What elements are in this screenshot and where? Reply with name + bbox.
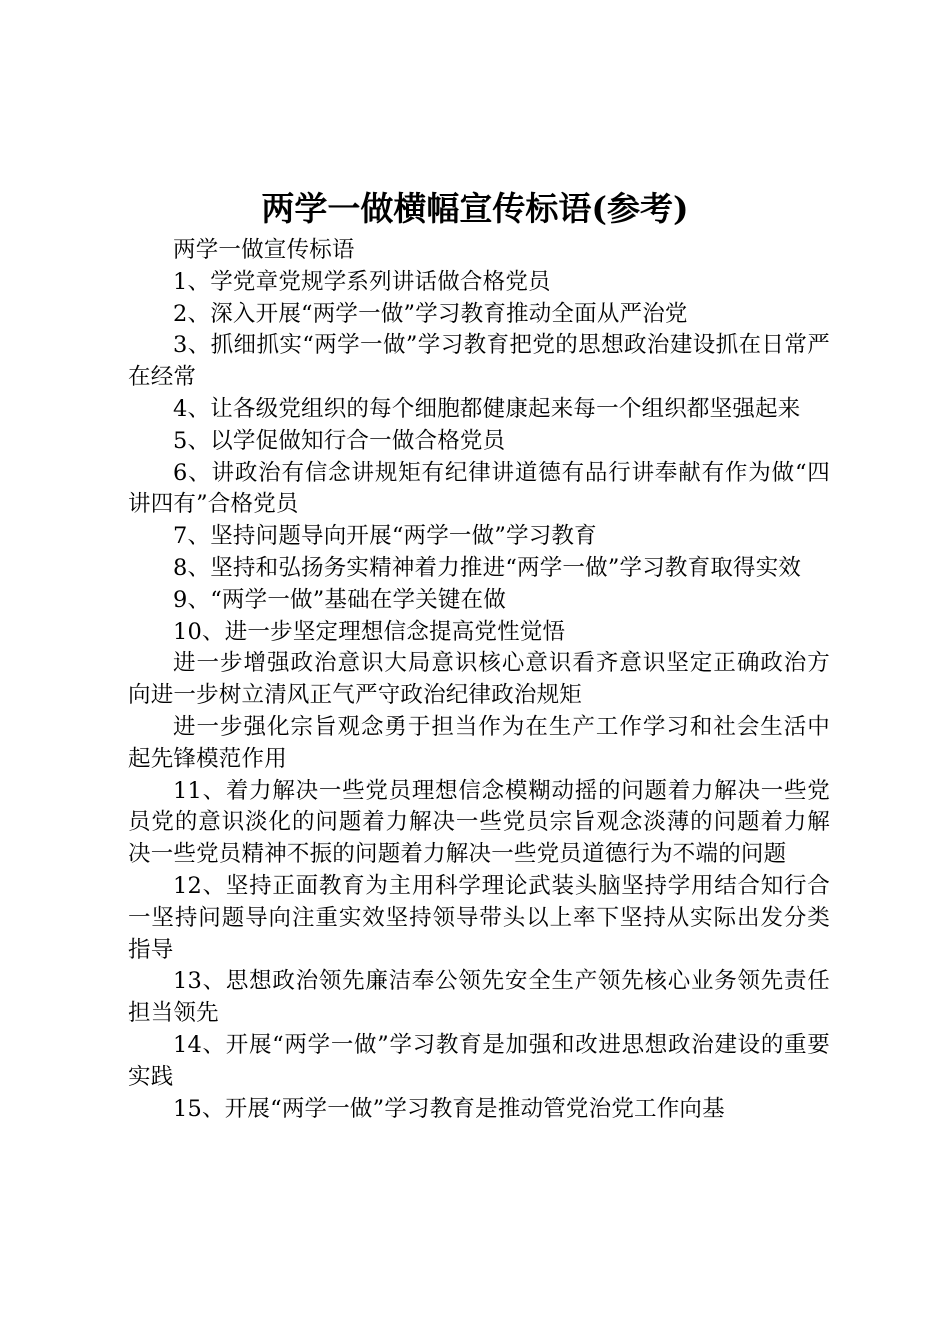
paragraph: 11、着力解决一些党员理想信念模糊动摇的问题着力解决一些党员党的意识淡化的问题着力解决一些党员宗旨观念淡薄的问题着力解决一些党员精神不振的问题着力解决一些党员道德行为不端的问题	[128, 777, 830, 868]
paragraph: 5、以学促做知行合一做合格党员	[173, 427, 506, 454]
paragraph: 进一步增强政治意识大局意识核心意识看齐意识坚定正确政治方向进一步树立清风正气严守政治纪律政治规矩	[128, 650, 830, 709]
paragraph: 1、学党章党规学系列讲话做合格党员	[173, 268, 551, 295]
paragraph: 3、抓细抓实“两学一做”学习教育把党的思想政治建设抓在日常严在经常	[128, 332, 830, 391]
paragraph: 7、坚持问题导向开展“两学一做”学习教育	[173, 523, 597, 550]
paragraph: 两学一做宣传标语	[173, 237, 355, 263]
paragraph: 4、让各级党组织的每个细胞都健康起来每一个组织都坚强起来	[173, 395, 801, 422]
paragraph: 进一步强化宗旨观念勇于担当作为在生产工作学习和社会生活中起先锋模范作用	[128, 713, 830, 772]
paragraph: 10、进一步坚定理想信念提高党性觉悟	[173, 618, 566, 645]
paragraph: 8、坚持和弘扬务实精神着力推进“两学一做”学习教育取得实效	[173, 554, 802, 581]
paragraph: 15、开展“两学一做”学习教育是推动管党治党工作向基	[173, 1095, 725, 1122]
document-body	[128, 235, 830, 1125]
paragraph: 12、坚持正面教育为主用科学理论武装头脑坚持学用结合知行合一坚持问题导向注重实效坚持领导带头以上率下坚持从实际出发分类指导	[128, 872, 830, 963]
paragraph: 13、思想政治领先廉洁奉公领先安全生产领先核心业务领先责任担当领先	[128, 968, 830, 1027]
document-title: 两学一做横幅宣传标语(参考)	[261, 189, 689, 228]
paragraph: 6、讲政治有信念讲规矩有纪律讲道德有品行讲奉献有作为做“四讲四有”合格党员	[128, 459, 830, 518]
paragraph: 14、开展“两学一做”学习教育是加强和改进思想政治建设的重要实践	[128, 1031, 830, 1090]
paragraph: 2、深入开展“两学一做”学习教育推动全面从严治党	[173, 300, 688, 327]
paragraph: 9、“两学一做”基础在学关键在做	[173, 586, 507, 613]
